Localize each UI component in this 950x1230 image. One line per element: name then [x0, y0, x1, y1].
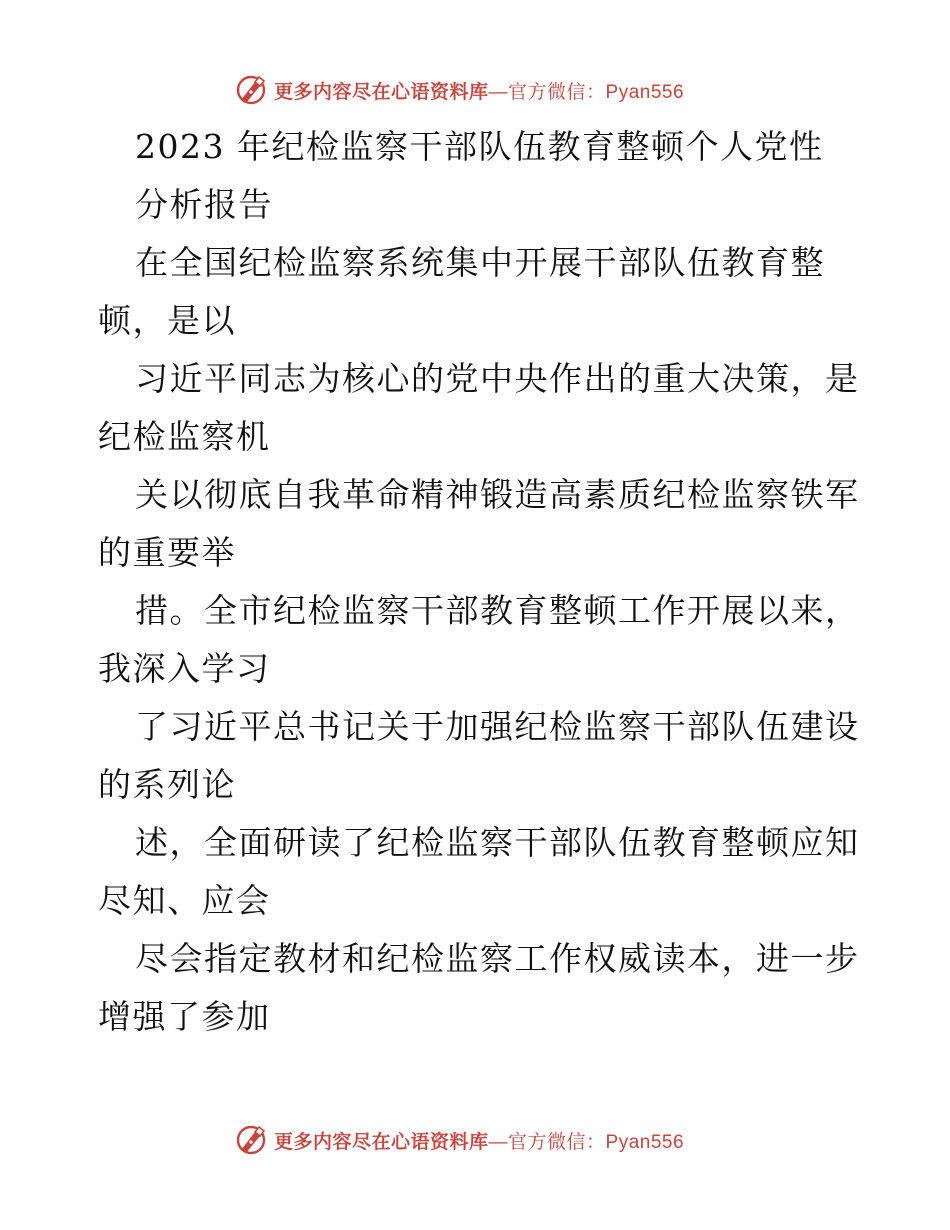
header-banner	[234, 70, 684, 110]
promo-text: 更多内容尽在心语资料库	[274, 1130, 489, 1153]
document-body	[98, 118, 858, 1046]
paragraph-line: 了习近平总书记关于加强纪检监察干部队伍建设	[135, 707, 860, 746]
paragraph-line: 的系列论	[98, 765, 236, 804]
pen-nib-circle-icon	[234, 1123, 268, 1157]
paragraph-line: 习近平同志为核心的党中央作出的重大决策，是	[135, 359, 860, 398]
title-line: 2023 年纪检监察干部队伍教育整顿个人党性	[135, 127, 824, 166]
paragraph-line: 顿，是以	[98, 301, 236, 340]
paragraph-line: 在全国纪检监察系统集中开展干部队伍教育整	[135, 243, 825, 282]
title-line: 分析报告	[135, 185, 273, 224]
contact-text: —官方微信：Pyan556	[488, 81, 685, 103]
paragraph-line: 述，全面研读了纪检监察干部队伍教育整顿应知	[135, 823, 860, 862]
paragraph-line: 纪检监察机	[98, 417, 271, 456]
paragraph-line: 尽会指定教材和纪检监察工作权威读本，进一步	[135, 939, 860, 978]
promo-text: 更多内容尽在心语资料库	[274, 80, 489, 103]
paragraph-line: 尽知、应会	[98, 881, 271, 920]
paragraph-line: 的重要举	[98, 533, 236, 572]
paragraph-line: 措。全市纪检监察干部教育整顿工作开展以来，	[135, 591, 860, 630]
paragraph-line: 我深入学习	[98, 649, 271, 688]
pen-nib-circle-icon	[234, 73, 268, 107]
paragraph-line: 增强了参加	[98, 997, 271, 1036]
footer-banner	[234, 1120, 684, 1160]
contact-text: —官方微信：Pyan556	[488, 1131, 685, 1153]
paragraph-line: 关以彻底自我革命精神锻造高素质纪检监察铁军	[135, 475, 860, 514]
